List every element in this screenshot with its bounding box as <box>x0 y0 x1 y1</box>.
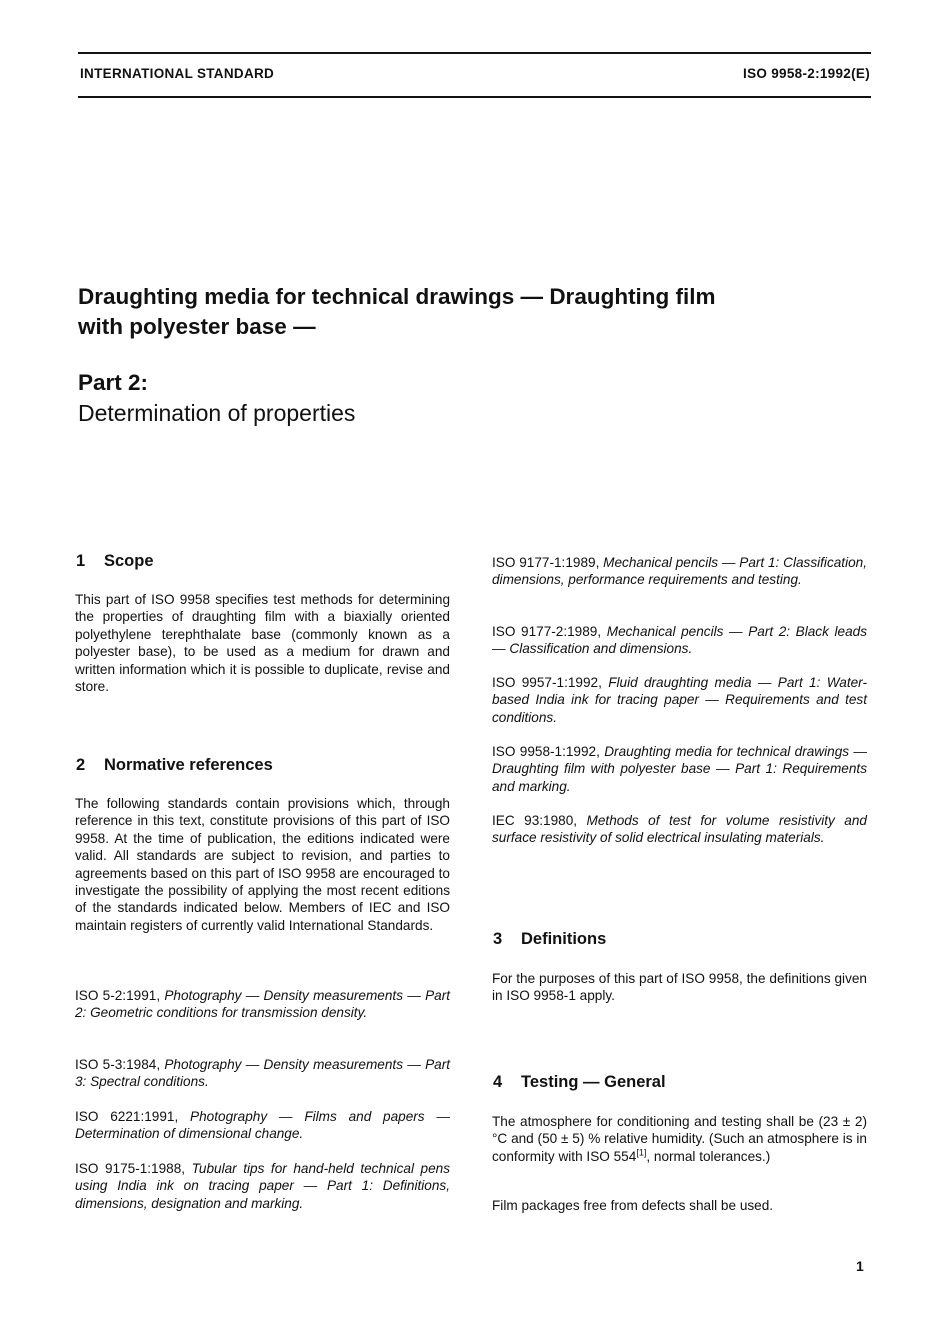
reference-code: ISO 9177-1:1989, <box>492 555 600 570</box>
normative-intro-paragraph: The following standards contain provisions which, through reference in this text, constitute provisions of this part of ISO 9958. At the time of publication, the editions indicated were valid. All standards are subject to revision, and parties to agreements based on this part of ISO 9958 are encouraged to investigate the possibility of applying the most recent editions of the standards indicated below. Members of IEC and ISO maintain registers of currently valid International Standards. <box>75 796 450 933</box>
header-top-rule <box>78 52 871 54</box>
header-document-id: ISO 9958-2:1992(E) <box>743 66 870 81</box>
reference-title: Photography — Density measurements — Part 2: Geometric conditions for transmission density. <box>75 988 451 1021</box>
document-title-line-2: with polyester base — <box>78 314 316 339</box>
reference-title: Mechanical pencils — Part 1: Classification, dimensions, performance requirements and testing. <box>492 555 867 588</box>
reference-code: ISO 9177-2:1989, <box>492 624 602 639</box>
reference-iso-9175-1 <box>75 1160 450 1212</box>
reference-iso-9958-1 <box>492 743 867 795</box>
reference-title: Tubular tips for hand-held technical pens using India ink on tracing paper — Part 1: Definitions, dimensions, designation and marking. <box>75 1161 450 1211</box>
section-2-number: 2 <box>76 756 86 774</box>
bibliography-reference: [1] <box>636 1147 647 1158</box>
reference-code: ISO 9958-1:1992, <box>492 744 600 759</box>
reference-title: Mechanical pencils — Part 2: Black leads — Classification and dimensions. <box>492 624 867 657</box>
page-number: 1 <box>856 1258 864 1274</box>
reference-iso-9177-1 <box>492 554 867 589</box>
section-4-number: 4 <box>493 1073 503 1091</box>
reference-iso-5-3 <box>75 1056 450 1091</box>
reference-iso-9957-1 <box>492 674 867 726</box>
reference-title: Fluid draughting media — Part 1: Water-based India ink for tracing paper — Requirements and test conditions. <box>492 675 867 725</box>
testing-atmosphere-paragraph <box>492 1113 867 1165</box>
section-1-number: 1 <box>76 552 86 570</box>
testing-packages-paragraph: Film packages free from defects shall be used. <box>492 1198 774 1213</box>
reference-iso-9177-2 <box>492 623 867 658</box>
definitions-paragraph: For the purposes of this part of ISO 9958, the definitions given in ISO 9958-1 apply. <box>492 971 867 1004</box>
section-3-heading <box>493 930 606 949</box>
reference-title: Draughting media for technical drawings — Draughting film with polyester base — Part 1: Requirements and marking. <box>492 744 867 794</box>
document-title-line-1: Draughting media for technical drawings — Draughting film <box>78 284 716 309</box>
scope-paragraph: This part of ISO 9958 specifies test methods for determining the properties of draughting film with a biaxially oriented polyethylene terephthalate base (commonly known as a polyester base), to be used as a medium for drawn and written information which it is possible to duplicate, revise and store. <box>75 592 450 695</box>
section-3-title: Definitions <box>521 930 607 948</box>
header-bottom-rule <box>78 96 871 98</box>
testing-atmosphere-text: The atmosphere for conditioning and testing shall be (23 ± 2) °C and (50 ± 5) % relative humidity. (Such an atmosphere is in conformity with ISO 554 <box>492 1114 867 1164</box>
reference-code: ISO 9957-1:1992, <box>492 675 602 690</box>
testing-atmosphere-text-end: , normal tolerances.) <box>646 1148 771 1164</box>
section-4-title: Testing — General <box>521 1073 666 1091</box>
reference-code: ISO 5-2:1991, <box>75 988 161 1003</box>
reference-title: Photography — Films and papers — Determination of dimensional change. <box>75 1109 450 1142</box>
part-label: Part 2: <box>78 370 149 395</box>
reference-title: Photography — Density measurements — Part 3: Spectral conditions. <box>75 1057 451 1090</box>
section-4-heading <box>493 1073 666 1092</box>
section-3-number: 3 <box>493 930 503 948</box>
reference-iec-93 <box>492 812 867 847</box>
document-title <box>78 282 838 342</box>
header-standard-type: INTERNATIONAL STANDARD <box>80 66 275 81</box>
reference-code: IEC 93:1980, <box>492 813 578 828</box>
reference-iso-6221 <box>75 1108 450 1143</box>
reference-iso-5-2 <box>75 987 450 1022</box>
section-1-heading <box>76 552 154 571</box>
section-1-title: Scope <box>104 552 154 570</box>
reference-code: ISO 9175-1:1988, <box>75 1161 186 1176</box>
reference-title: Methods of test for volume resistivity and surface resistivity of solid electrical insulating materials. <box>492 813 867 846</box>
reference-code: ISO 5-3:1984, <box>75 1057 161 1072</box>
reference-code: ISO 6221:1991, <box>75 1109 179 1124</box>
section-2-heading <box>76 756 273 775</box>
section-2-title: Normative references <box>104 756 273 774</box>
part-subtitle: Determination of properties <box>78 400 356 426</box>
